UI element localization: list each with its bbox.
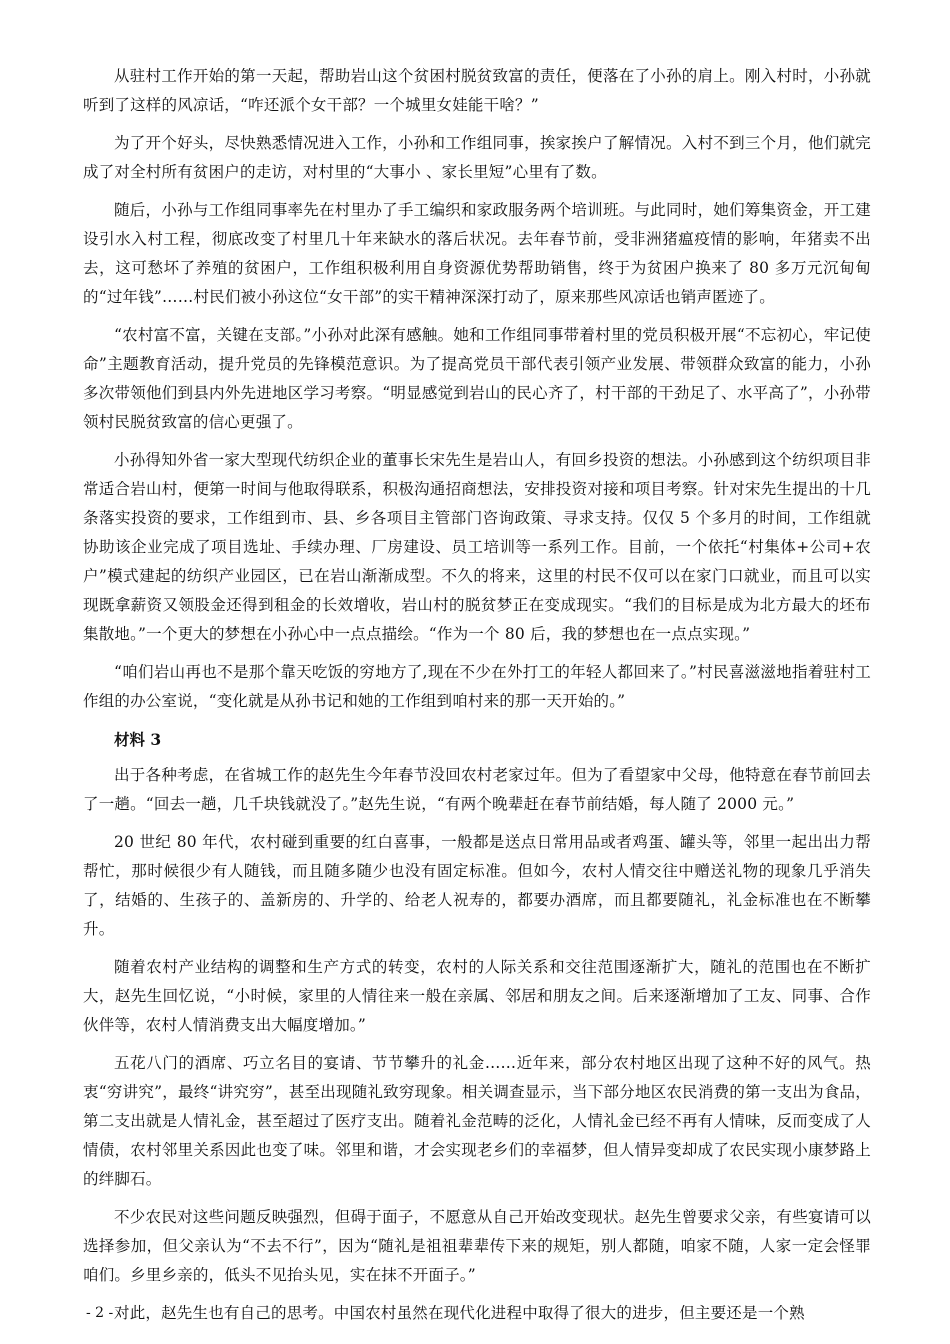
paragraph: “咱们岩山再也不是那个靠天吃饭的穷地方了,现在不少在外打工的年轻人都回来了。”村民喜滋滋地指着驻村工作组的办公室说，“变化就是从孙书记和她的工作组到咱村来的那一天开始的。” [83,663,871,710]
paragraph: 五花八门的酒席、巧立名目的宴请、节节攀升的礼金……近年来，部分农村地区出现了这种不好的风气。热衷“穷讲究”，最终“讲究穷”，甚至出现随礼致穷现象。相关调查显示，当下部分地区农民消费的第一支出为食品，第二支出就是人情礼金，甚至超过了医疗支出。随着礼金范畴的泛化，人情礼金已经不再有人情味，反而变成了人情债，农村邻里关系因此也变了味。邻里和谐，才会实现老乡们的幸福梦，但人情异变却成了农民实现小康梦路上的绊脚石。 [83,1054,871,1188]
paragraph: 随着农村产业结构的调整和生产方式的转变，农村的人际关系和交往范围逐渐扩大，随礼的范围也在不断扩大，赵先生回忆说，“小时候，家里的人情往来一般在亲属、邻居和朋友之间。后来逐渐增加了工友、同事、合作伙伴等，农村人情消费支出大幅度增加。” [83,958,871,1034]
page-number: - 2 - [86,1305,114,1321]
paragraph: 对此，赵先生也有自己的思考。中国农村虽然在现代化进程中取得了很大的进步，但主要还是一个熟 [114,1304,805,1322]
paragraph: 不少农民对这些问题反映强烈，但碍于面子，不愿意从自己开始改变现状。赵先生曾要求父亲，有些宴请可以选择参加，但父亲认为“不去不行”，因为“随礼是祖祖辈辈传下来的规矩，别人都随，咱家不随，人家一定会怪罪咱们。乡里乡亲的，低头不见抬头见，实在抹不开面子。” [83,1208,871,1284]
paragraph: 为了开个好头，尽快熟悉情况进入工作，小孙和工作组同事，挨家挨户了解情况。入村不到三个月，他们就完成了对全村所有贫困户的走访，对村里的“大事小 、家长里短”心里有了数。 [83,134,871,181]
paragraph: 小孙得知外省一家大型现代纺织企业的董事长宋先生是岩山人，有回乡投资的想法。小孙感到这个纺织项目非常适合岩山村，便第一时间与他取得联系，积极沟通招商想法，安排投资对接和项目考察。针对宋先生提出的十几条落实投资的要求，工作组到市、县、乡各项目主管部门咨询政策、寻求支持。仅仅 5 个多月的时间，工作组就协助该企业完成了项目选址、手续办理、厂房建设、员工培训等一系列工作。目前，一个依托“村集体+公司+农户”模式建起的纺织产业园区，已在岩山渐渐成型。不久的将来，这里的村民不仅可以在家门口就业，而且可以实现既拿薪资又领股金还得到租金的长效增收，岩山村的脱贫梦正在变成现实。“我们的目标是成为北方最大的坯布集散地。”一个更大的梦想在小孙心中一点点描绘。“作为一个 80 后，我的梦想也在一点点实现。” [83,451,871,643]
paragraph: 20 世纪 80 年代，农村碰到重要的红白喜事，一般都是送点日常用品或者鸡蛋、罐头等，邻里一起出出力帮帮忙，那时候很少有人随钱，而且随多随少也没有固定标准。但如今，农村人情交往中赠送礼物的现象几乎消失了，结婚的、生孩子的、盖新房的、升学的、给老人祝寿的，都要办酒席，而且都要随礼，礼金标准也在不断攀升。 [83,833,871,938]
paragraph: 从驻村工作开始的第一天起，帮助岩山这个贫困村脱贫致富的责任，便落在了小孙的肩上。刚入村时，小孙就听到了这样的风凉话，“咋还派个女干部？一个城里女娃能干啥？” [83,67,871,114]
document-body [83,62,871,1337]
section-heading: 材料 3 [114,730,162,749]
paragraph: 随后，小孙与工作组同事率先在村里办了手工编织和家政服务两个培训班。与此同时，她们筹集资金，开工建设引水入村工程，彻底改变了村里几十年来缺水的落后状况。去年春节前，受非洲猪瘟疫情的影响，年猪卖不出去，这可愁坏了养殖的贫困户，工作组积极利用自身资源优势帮助销售，终于为贫困户换来了 80 多万元沉甸甸的“过年钱”……村民们被小孙这位“女干部”的实干精神深深打动了，原来那些风凉话也销声匿迹了。 [83,201,871,306]
paragraph: “农村富不富，关键在支部。”小孙对此深有感触。她和工作组同事带着村里的党员积极开展“不忘初心，牢记使命”主题教育活动，提升党员的先锋模范意识。为了提高党员干部代表引领产业发展、带领群众致富的能力，小孙多次带领他们到县内外先进地区学习考察。“明显感觉到岩山的民心齐了，村干部的干劲足了、水平高了”，小孙带领村民脱贫致富的信心更强了。 [83,326,871,431]
paragraph: 出于各种考虑，在省城工作的赵先生今年春节没回农村老家过年。但为了看望家中父母，他特意在春节前回去了一趟。“回去一趟，几千块钱就没了。”赵先生说，“有两个晚辈赶在春节前结婚，每人随了 2000 元。” [83,766,871,813]
